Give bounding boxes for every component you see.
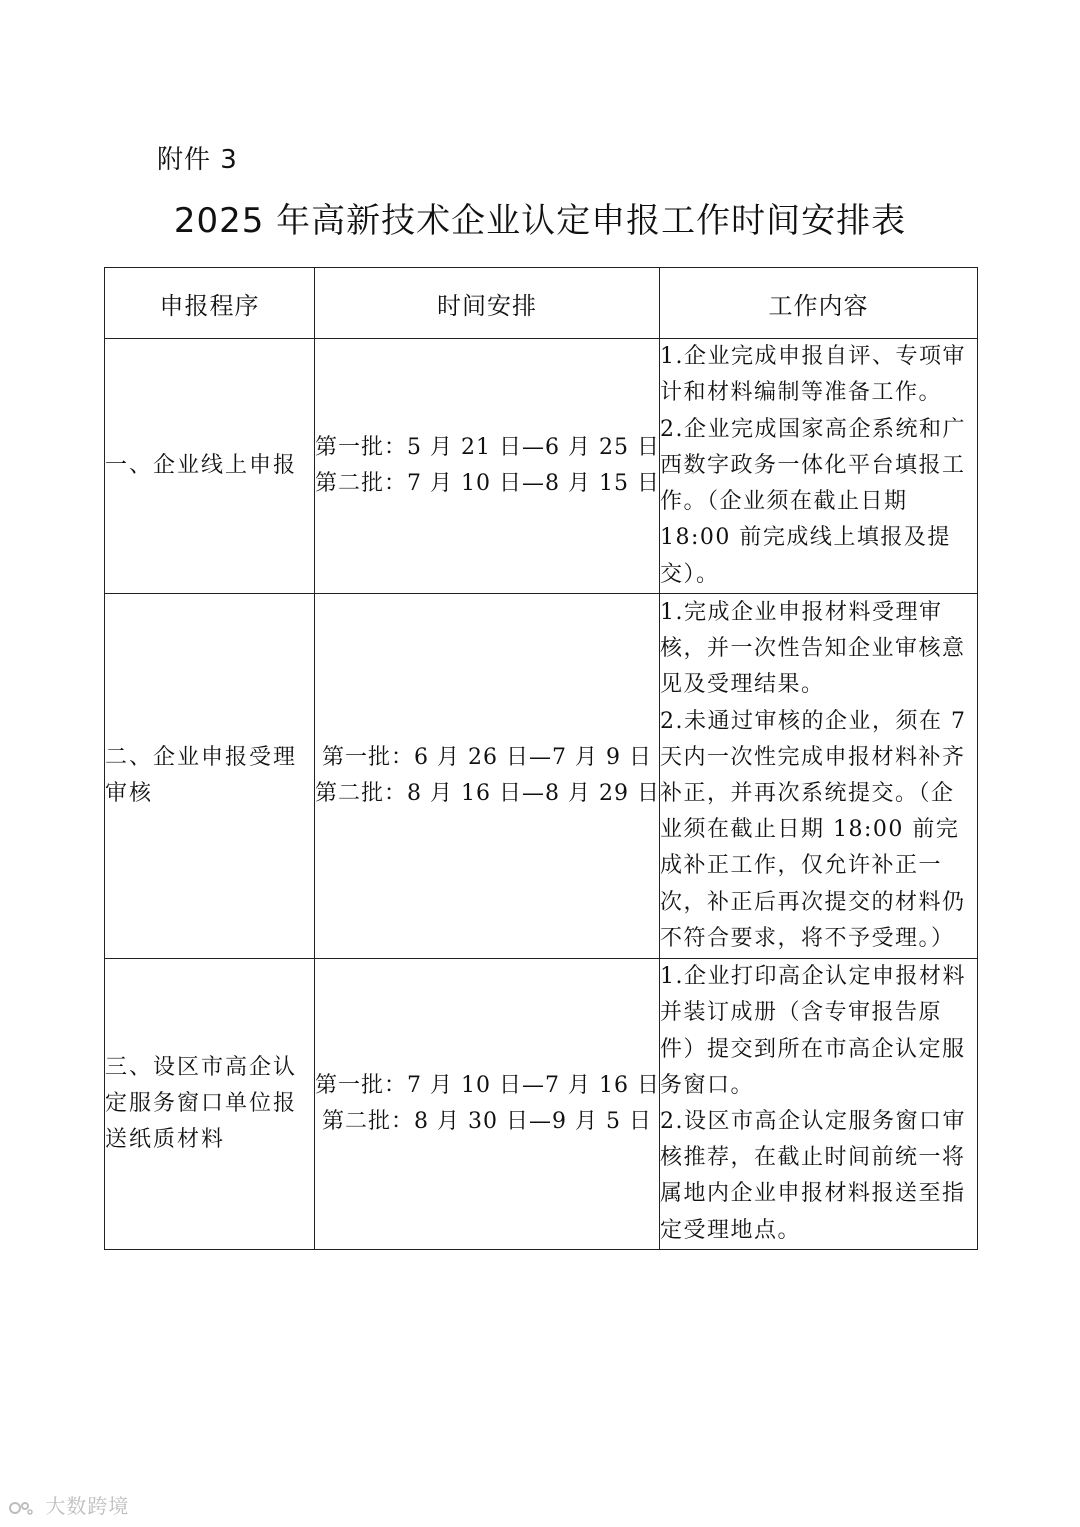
time-cell: [315, 339, 660, 594]
header-step: 申报程序: [105, 268, 315, 339]
time-cell: [315, 594, 660, 959]
attachment-label: 附件 3: [157, 145, 238, 175]
work-item: 1.企业打印高企认定申报材料并装订成册（含专审报告原件）提交到所在市高企认定服务窗口。: [660, 964, 966, 1098]
time-batch-2: 第二批：7 月 10 日—8 月 15 日: [315, 471, 660, 496]
table-row: [105, 594, 978, 959]
header-work: 工作内容: [660, 268, 978, 339]
work-item: 2.企业完成国家高企系统和广西数字政务一体化平台填报工作。（企业须在截止日期 18:00 前完成线上填报及提交）。: [660, 416, 966, 587]
work-item: 1.企业完成申报自评、专项审计和材料编制等准备工作。: [660, 344, 966, 406]
step-cell: 三、设区市高企认定服务窗口单位报送纸质材料: [105, 959, 315, 1250]
table-header-row: [105, 268, 978, 339]
time-batch-1: 第一批：6 月 26 日—7 月 9 日: [322, 745, 652, 770]
document-title: 2025 年高新技术企业认定申报工作时间安排表: [173, 201, 907, 241]
table-row: [105, 959, 978, 1250]
time-batch-2: 第二批：8 月 16 日—8 月 29 日: [315, 781, 660, 806]
table-row: [105, 339, 978, 594]
header-time: 时间安排: [315, 268, 660, 339]
work-item: 2.未通过审核的企业，须在 7 天内一次性完成申报材料补齐补正，并再次系统提交。（企业须在截止日期 18:00 前完成补正工作，仅允许补正一次，补正后再次提交的材料仍不符合要求，将不予受理。）: [660, 708, 967, 951]
work-item: 1.完成企业申报材料受理审核，并一次性告知企业审核意见及受理结果。: [660, 599, 966, 698]
work-cell: [660, 594, 978, 959]
work-cell: [660, 959, 978, 1250]
time-cell: [315, 959, 660, 1250]
watermark-text: 大数跨境: [45, 1494, 130, 1518]
step-cell: 二、企业申报受理审核: [105, 594, 315, 959]
time-batch-1: 第一批：7 月 10 日—7 月 16 日: [315, 1073, 660, 1098]
watermark: [8, 1490, 129, 1519]
schedule-table: [104, 267, 978, 1250]
time-batch-2: 第二批：8 月 30 日—9 月 5 日: [322, 1109, 652, 1134]
step-cell: 一、企业线上申报: [105, 339, 315, 594]
time-batch-1: 第一批：5 月 21 日—6 月 25 日: [315, 435, 660, 460]
work-item: 2.设区市高企认定服务窗口审核推荐，在截止时间前统一将属地内企业申报材料报送至指定受理地点。: [660, 1109, 966, 1243]
brand-logo-icon: [8, 1498, 34, 1518]
work-cell: [660, 339, 978, 594]
